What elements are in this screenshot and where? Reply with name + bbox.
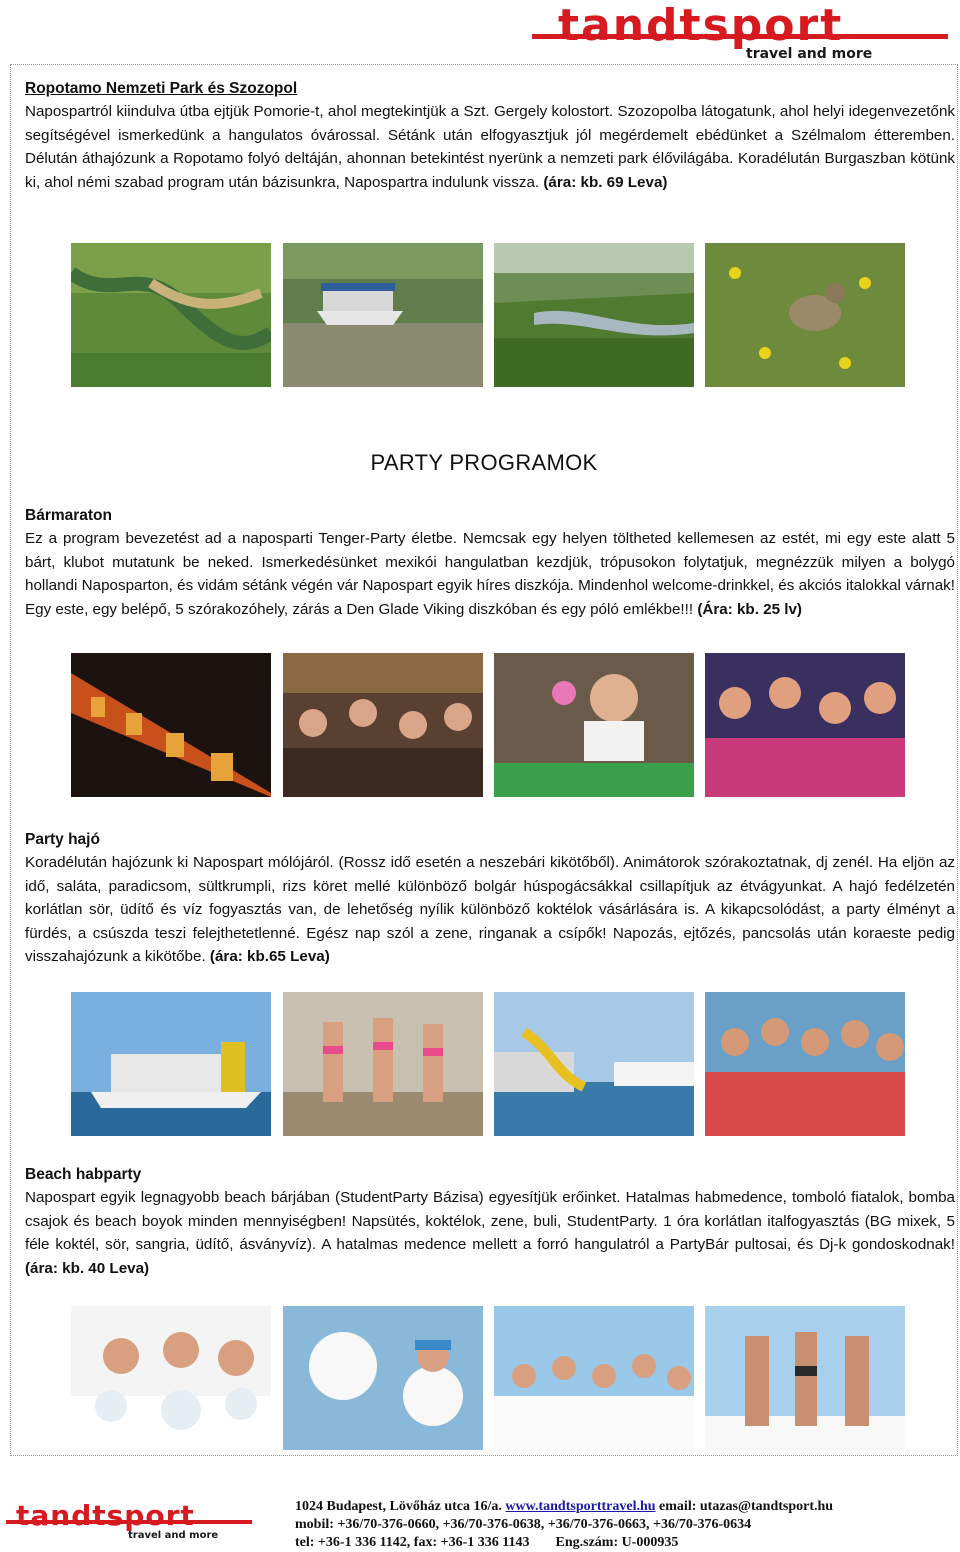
- river-boat-photo: [283, 243, 483, 387]
- river-valley-photo: [494, 243, 694, 387]
- brand-logo-bottom: [6, 1498, 252, 1540]
- party-programs-heading: PARTY PROGRAMOK: [370, 450, 598, 475]
- brand-logo-tagline: travel and more: [746, 46, 873, 62]
- foam-party-guys-photo: [283, 1306, 483, 1450]
- footer-website-link[interactable]: www.tandtsporttravel.hu: [505, 1499, 656, 1514]
- price-label: (ára: kb. 69 Leva): [543, 173, 668, 191]
- foam-pool-girls-photo: [71, 1306, 271, 1450]
- brand-logo-tagline: travel and more: [128, 1530, 219, 1540]
- photo-row-ropotamo: [71, 243, 907, 387]
- footer-line-1: [295, 1498, 955, 1516]
- section-habparty: [25, 1164, 955, 1280]
- footer-contact: [295, 1498, 955, 1552]
- section-body: Napospartról kiindulva útba ejtjük Pomorie-t, ahol megtekintjük a Szt. Gergely kolostort. Szozopolba látogatunk, ahol helyi idegenvezetőnk segítségével ismerkedünk a hangulatos óvárossal. Sétánk után elfogyasztjuk jól megérdemelt ebédünket a Szélmalom étteremben. Délután áthajózunk a Ropotamo folyó deltáján, ahonnan betekintést nyerünk a nemzeti park élővilágába. Koradélután Burgaszban kötünk ki, ahol némi szabad program után bázisunkra, Napospartra indulunk vissza. (ára: kb. 69 Leva): [25, 103, 955, 191]
- beach-couple-photo: [705, 1306, 905, 1450]
- river-delta-aerial-photo: [71, 243, 271, 387]
- brand-logo-top: [532, 6, 948, 62]
- section-barmaraton: [25, 505, 955, 621]
- price-label: (ára: kb. 40 Leva): [25, 1259, 150, 1277]
- section-title: Ropotamo Nemzeti Park és Szozopol: [25, 80, 298, 97]
- footer-reg-no: Eng.szám: U-000935: [555, 1535, 679, 1550]
- section-title: Beach habparty: [25, 1166, 142, 1183]
- photo-row-habparty: [71, 1306, 907, 1450]
- section-title: Bármaraton: [25, 507, 112, 524]
- price-label: (Ára: kb. 25 lv): [697, 600, 802, 618]
- bikini-girls-deck-photo: [283, 992, 483, 1136]
- boat-slide-photo: [494, 992, 694, 1136]
- bar-crowd-photo: [283, 653, 483, 797]
- bird-in-flowers-photo: [705, 243, 905, 387]
- footer-email: email: utazas@tandtsport.hu: [659, 1499, 834, 1514]
- price-label: (ára: kb.65 Leva): [209, 948, 330, 966]
- brand-logo-text: tandtsport: [558, 6, 844, 51]
- photo-row-partyhajo: [71, 992, 907, 1136]
- party-boat-photo: [71, 992, 271, 1136]
- footer-mobile: mobil: +36/70-376-0660, +36/70-376-0638, +36/70-376-0663, +36/70-376-0634: [295, 1517, 752, 1532]
- bartender-drinks-photo: [494, 653, 694, 797]
- footer-address: 1024 Budapest, Lövőház utca 16/a.: [295, 1499, 502, 1514]
- deck-crowd-photo: [705, 992, 905, 1136]
- section-partyhajo: [25, 829, 955, 969]
- brand-logo-text: tandtsport: [16, 1499, 195, 1532]
- section-title: Party hajó: [25, 831, 100, 848]
- section-body: Koradélután hajózunk ki Napospart mólójáról. (Rossz idő esetén a neszebári kikötőből). Animátorok szórakoztatnak, dj zenél. Ha eljön az idő, saláta, paradicsom, sültkrumpli, rizs köret mellé különböző bolgár húspogácsákkal csillapítjuk az étvágyunkat. A hajó fedélzetén korlátlan sör, üdítő és víz fogyasztás van, de lehetőség nyílik különböző koktélok vásárlására is. A kikapcsolódást, a party élményt a fürdés, a csúszda teszi felejthetetlenné. Egész nap szól a zene, ringanak a csípők! Napozás, ejtőzés, pancsolás után koraeste pedig visszahajózunk a kikötőbe. (ára: kb.65 Leva): [25, 854, 955, 966]
- section-ropotamo: [25, 78, 955, 194]
- foam-crowd-photo: [494, 1306, 694, 1450]
- section-body: Ez a program bevezetést ad a naposparti Tenger-Party életbe. Nemcsak egy helyen töltheted kellemesen az estét, mi egy este alatt 5 bárt, klubot mutatunk be neked. Ismerkedésünket mexikói hangulatban kezdjük, trópusokon folytatjuk, megnézzük milyen a bolygó hollandi Naposparton, és vidám sétánk végén vár Napospart egyik híres diszkója. Mindenhol welcome-drinkkel, és akciós italokkal várnak! Egy este, egy belépő, 5 szórakozóhely, zárás a Den Glade Viking diszkóban és egy póló emlékbe!!! (Ára: kb. 25 lv): [25, 530, 955, 618]
- footer-tel-fax: tel: +36-1 336 1142, fax: +36-1 336 1143: [295, 1535, 530, 1550]
- section-body: Napospart egyik legnagyobb beach bárjában (StudentParty Bázisa) egyesítjük erőinket. Hatalmas habmedence, tomboló fiatalok, bomba csajok és beach boyok minden mennyiségben! Napsütés, koktélok, zene, buli, StudentParty. 1 óra korlátlan italfogyasztás (BG mixek, 5 féle koktél, sör, sangria, üdítő, ásványvíz). A hatalmas medence mellett a forró hangulatról a PartyBár pultosai, és Dj-k gondoskodnak! (ára: kb. 40 Leva): [25, 1189, 955, 1277]
- footer-line-3: [295, 1534, 955, 1552]
- party-girls-photo: [705, 653, 905, 797]
- photo-row-barmaraton: [71, 653, 907, 797]
- shot-glasses-photo: [71, 653, 271, 797]
